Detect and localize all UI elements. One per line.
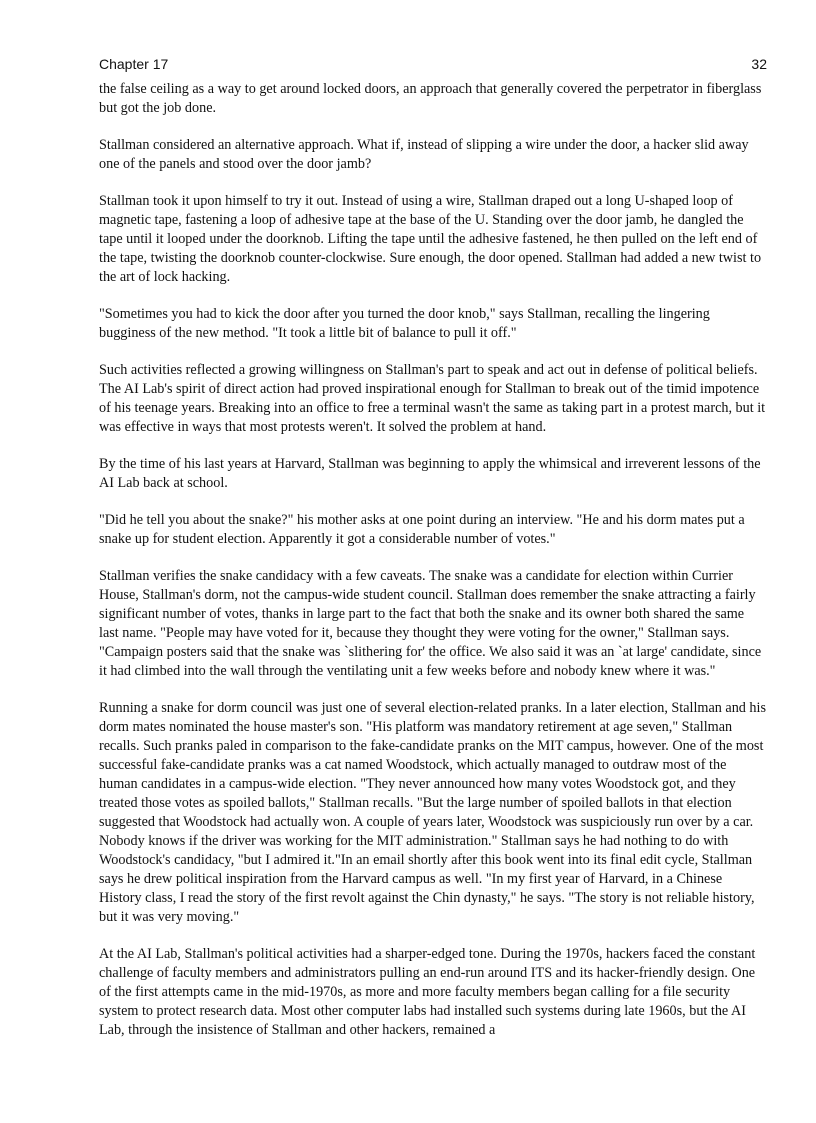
paragraph: Stallman verifies the snake candidacy with a few caveats. The snake was a candidate for election within Currier House, Stallman's dorm, not the campus-wide student council. Stallman does remember the snake attracting a fairly significant number of votes, thanks in large part to the fact that both the snake and its owner both shared the same last name. "People may have voted for it, because they thought they were voting for the owner," Stallman says. "Campaign posters said that the snake was `slithering for' the office. We also said it was an `at large' candidate, since it had climbed into the wall through the ventilating unit a few weeks before and nobody knew where it was." [99,568,762,679]
page-number: 32 [751,56,767,72]
paragraph: Stallman took it upon himself to try it out. Instead of using a wire, Stallman draped out a long U-shaped loop of magnetic tape, fastening a loop of adhesive tape at the base of the U. Standing over the door jamb, he dangled the tape until it looped under the doorknob. Lifting the tape until the adhesive fastened, he then pulled on the left end of the tape, twisting the doorknob counter-clockwise. Sure enough, the door opened. Stallman had added a new twist to the art of lock hacking. [99,193,762,285]
chapter-title: Chapter 17 [99,56,169,72]
page-header [99,56,767,74]
paragraph: the false ceiling as a way to get around locked doors, an approach that generally covered the perpetrator in fiberglass but got the job done. [99,81,762,116]
paragraph: Running a snake for dorm council was just one of several election-related pranks. In a later election, Stallman and his dorm mates nominated the house master's son. "His platform was mandatory retirement at age seven," Stallman recalls. Such pranks paled in comparison to the fake-candidate pranks on the MIT campus, however. One of the most successful fake-candidate pranks was a cat named Woodstock, which actually managed to outdraw most of the human candidates in a campus-wide election. "They never announced how many votes Woodstock got, and they treated those votes as spoiled ballots," Stallman recalls. "But the large number of spoiled ballots in that election suggested that Woodstock had actually won. A couple of years later, Woodstock was suspiciously run over by a car. Nobody knows if the driver was working for the MIT administration." Stallman says he had nothing to do with Woodstock's candidacy, "but I admired it."In an email shortly after this book went into its final edit cycle, Stallman says he drew political inspiration from the Harvard campus as well. "In my first year of Harvard, in a Chinese History class, I read the story of the first revolt against the Chin dynasty," he says. "The story is not reliable history, but it was very moving." [99,700,766,925]
paragraph: "Did he tell you about the snake?" his mother asks at one point during an interview. "He and his dorm mates put a snake up for student election. Apparently it got a considerable number of votes." [99,512,745,547]
body-text [99,80,767,1058]
paragraph: By the time of his last years at Harvard, Stallman was beginning to apply the whimsical and irreverent lessons of the AI Lab back at school. [99,456,761,491]
paragraph: Stallman considered an alternative approach. What if, instead of slipping a wire under the door, a hacker slid away one of the panels and stood over the door jamb? [99,137,749,172]
paragraph: At the AI Lab, Stallman's political activities had a sharper-edged tone. During the 1970s, hackers faced the constant challenge of faculty members and administrators pulling an end-run around ITS and its hacker-friendly design. One of the first attempts came in the mid-1970s, as more and more faculty members began calling for a file security system to protect research data. Most other computer labs had installed such systems during late 1960s, but the AI Lab, through the insistence of Stallman and other hackers, remained a [99,946,756,1038]
paragraph: "Sometimes you had to kick the door after you turned the door knob," says Stallman, recalling the lingering bugginess of the new method. "It took a little bit of balance to pull it off." [99,306,710,341]
paragraph: Such activities reflected a growing willingness on Stallman's part to speak and act out in defense of political beliefs. The AI Lab's spirit of direct action had proved inspirational enough for Stallman to break out of the timid impotence of his teenage years. Breaking into an office to free a terminal wasn't the same as taking part in a protest march, but it was effective in ways that most protests weren't. It solved the problem at hand. [99,362,766,435]
